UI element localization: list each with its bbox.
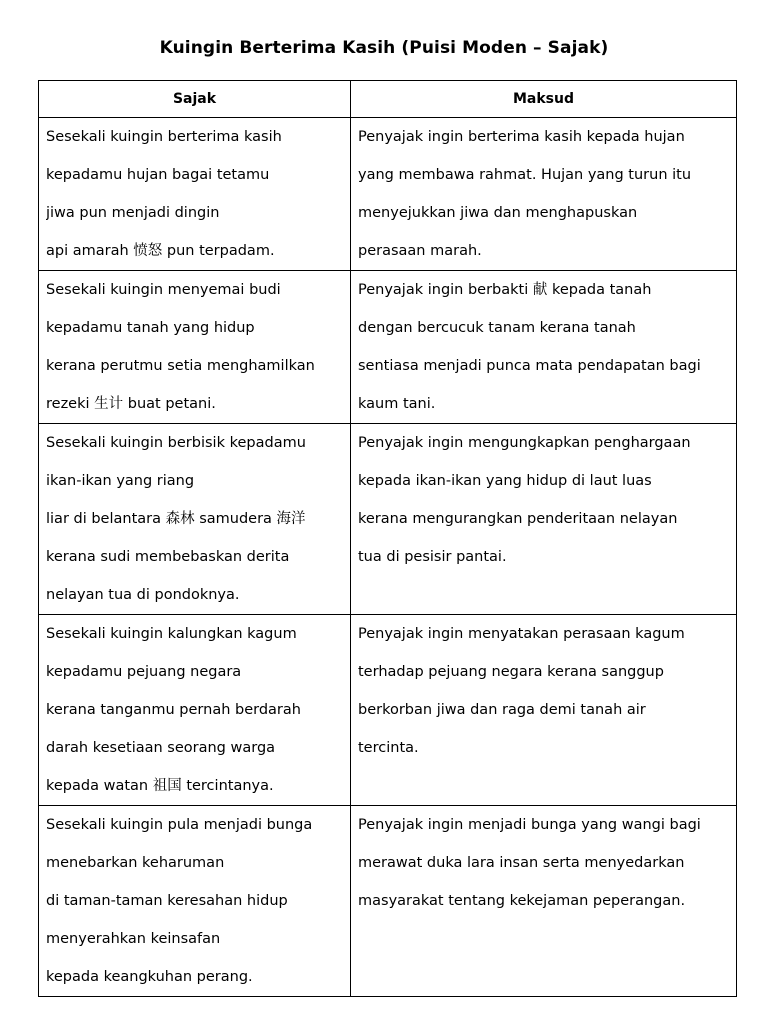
maksud-line: Penyajak ingin menyatakan perasaan kagum bbox=[358, 626, 685, 642]
sajak-line: api amarah 愤怒 pun terpadam. bbox=[46, 243, 275, 259]
table-row bbox=[39, 615, 737, 806]
sajak-line: kepada keangkuhan perang. bbox=[46, 969, 253, 985]
table-row bbox=[39, 271, 737, 424]
maksud-cell bbox=[351, 271, 737, 424]
table-row bbox=[39, 806, 737, 997]
sajak-line: jiwa pun menjadi dingin bbox=[46, 205, 220, 221]
page-title: Kuingin Berterima Kasih (Puisi Moden – Sajak) bbox=[159, 38, 609, 58]
header-maksud: Maksud bbox=[351, 81, 737, 118]
sajak-line: kerana sudi membebaskan derita bbox=[46, 549, 290, 565]
table-row bbox=[39, 424, 737, 615]
sajak-line: kerana tanganmu pernah berdarah bbox=[46, 702, 301, 718]
sajak-line: liar di belantara 森林 samudera 海洋 bbox=[46, 511, 306, 527]
sajak-cell bbox=[39, 424, 351, 615]
sajak-line: kepadamu pejuang negara bbox=[46, 664, 242, 680]
maksud-line: tercinta. bbox=[358, 740, 419, 756]
sajak-line: Sesekali kuingin pula menjadi bunga bbox=[46, 817, 313, 833]
poem-table bbox=[38, 80, 737, 997]
sajak-line: kerana perutmu setia menghamilkan bbox=[46, 358, 315, 374]
maksud-line: tua di pesisir pantai. bbox=[358, 549, 507, 565]
sajak-line: rezeki 生计 buat petani. bbox=[46, 396, 216, 412]
sajak-line: ikan-ikan yang riang bbox=[46, 473, 195, 489]
maksud-line: perasaan marah. bbox=[358, 243, 482, 259]
maksud-line: kaum tani. bbox=[358, 396, 436, 412]
sajak-cell bbox=[39, 615, 351, 806]
maksud-line: merawat duka lara insan serta menyedarkan bbox=[358, 855, 685, 871]
header-sajak: Sajak bbox=[39, 81, 351, 118]
table-row bbox=[39, 118, 737, 271]
sajak-line: Sesekali kuingin berterima kasih bbox=[46, 129, 282, 145]
maksud-cell bbox=[351, 806, 737, 997]
maksud-line: menyejukkan jiwa dan menghapuskan bbox=[358, 205, 638, 221]
sajak-line: menyerahkan keinsafan bbox=[46, 931, 221, 947]
maksud-line: Penyajak ingin mengungkapkan penghargaan bbox=[358, 435, 691, 451]
sajak-cell bbox=[39, 118, 351, 271]
maksud-cell bbox=[351, 118, 737, 271]
sajak-cell bbox=[39, 806, 351, 997]
sajak-line: Sesekali kuingin berbisik kepadamu bbox=[46, 435, 306, 451]
sajak-line: darah kesetiaan seorang warga bbox=[46, 740, 276, 756]
maksud-line: Penyajak ingin berterima kasih kepada hujan bbox=[358, 129, 685, 145]
sajak-line: Sesekali kuingin kalungkan kagum bbox=[46, 626, 297, 642]
sajak-line: di taman-taman keresahan hidup bbox=[46, 893, 288, 909]
maksud-cell bbox=[351, 615, 737, 806]
sajak-line: Sesekali kuingin menyemai budi bbox=[46, 282, 281, 298]
table-header-row bbox=[39, 81, 737, 118]
maksud-line: kerana mengurangkan penderitaan nelayan bbox=[358, 511, 678, 527]
sajak-line: kepada watan 祖国 tercintanya. bbox=[46, 778, 274, 794]
maksud-line: Penyajak ingin berbakti 献 kepada tanah bbox=[358, 282, 652, 298]
table-body bbox=[39, 118, 737, 997]
maksud-line: dengan bercucuk tanam kerana tanah bbox=[358, 320, 636, 336]
maksud-line: berkorban jiwa dan raga demi tanah air bbox=[358, 702, 646, 718]
sajak-line: kepadamu tanah yang hidup bbox=[46, 320, 255, 336]
sajak-line: menebarkan keharuman bbox=[46, 855, 225, 871]
maksud-line: masyarakat tentang kekejaman peperangan. bbox=[358, 893, 686, 909]
maksud-line: Penyajak ingin menjadi bunga yang wangi bagi bbox=[358, 817, 701, 833]
maksud-line: terhadap pejuang negara kerana sanggup bbox=[358, 664, 664, 680]
maksud-line: kepada ikan-ikan yang hidup di laut luas bbox=[358, 473, 652, 489]
maksud-cell bbox=[351, 424, 737, 615]
sajak-line: nelayan tua di pondoknya. bbox=[46, 587, 240, 603]
maksud-line: yang membawa rahmat. Hujan yang turun itu bbox=[358, 167, 692, 183]
sajak-cell bbox=[39, 271, 351, 424]
maksud-line: sentiasa menjadi punca mata pendapatan bagi bbox=[358, 358, 701, 374]
sajak-line: kepadamu hujan bagai tetamu bbox=[46, 167, 270, 183]
